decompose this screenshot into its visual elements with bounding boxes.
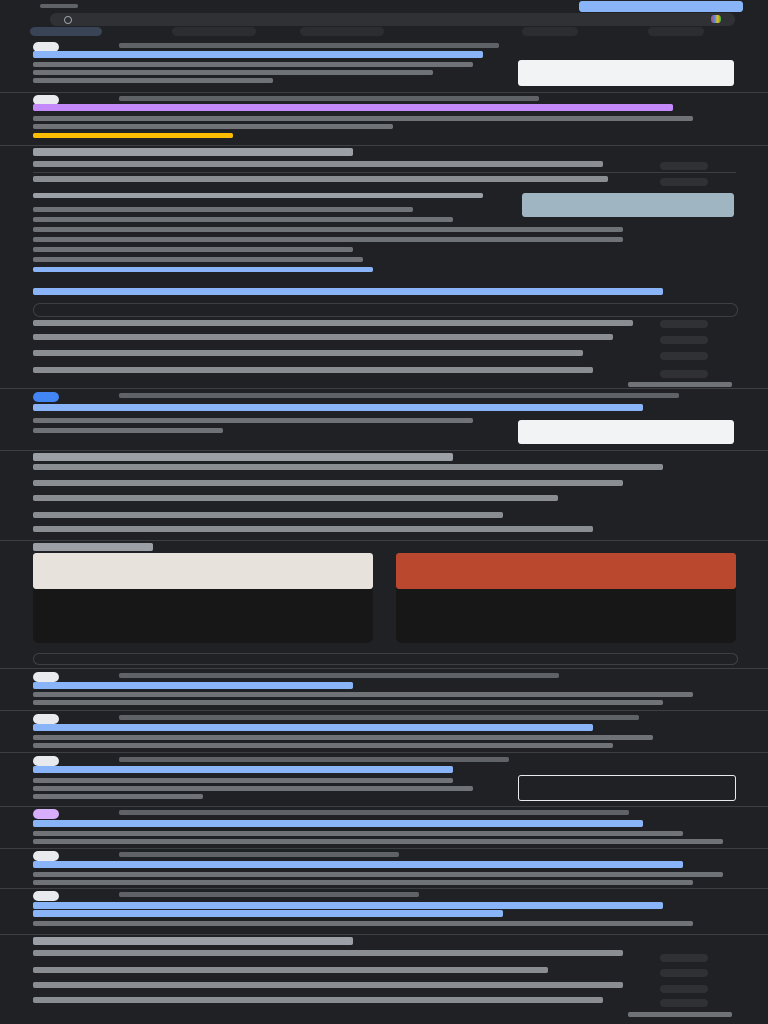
chevron-down-icon[interactable] xyxy=(660,985,708,993)
tab-books[interactable] xyxy=(648,27,704,36)
search-tabs xyxy=(30,26,740,38)
result-title[interactable] xyxy=(33,820,643,827)
answer-list-item xyxy=(33,247,353,252)
result-thumbnail[interactable] xyxy=(518,420,734,444)
answer-more-link[interactable] xyxy=(33,267,373,272)
result-snippet xyxy=(33,62,473,67)
people-also-ask-heading xyxy=(33,937,353,945)
search-icon[interactable] xyxy=(64,16,72,24)
tab-all[interactable] xyxy=(30,27,102,36)
site-favicon xyxy=(33,891,59,901)
result-snippet-line xyxy=(33,124,393,129)
site-favicon xyxy=(33,714,59,724)
star-rating xyxy=(33,133,233,138)
paa-question[interactable] xyxy=(33,161,603,167)
paa-question[interactable] xyxy=(33,350,583,356)
top-bar xyxy=(0,0,768,38)
paa-question[interactable] xyxy=(33,982,623,988)
image-thumbnail[interactable] xyxy=(396,553,736,589)
answer-list-item xyxy=(33,207,413,212)
result-title[interactable] xyxy=(33,902,663,909)
google-logo[interactable] xyxy=(290,0,470,12)
result-snippet xyxy=(33,921,693,926)
tab-videos[interactable] xyxy=(522,27,578,36)
result-title[interactable] xyxy=(33,724,593,731)
result-snippet xyxy=(33,831,683,836)
site-favicon xyxy=(33,851,59,861)
image-thumbnail[interactable] xyxy=(33,553,373,589)
result-snippet-line xyxy=(33,743,613,748)
result-snippet-line xyxy=(33,794,203,799)
paa-question[interactable] xyxy=(33,997,603,1003)
result-title[interactable] xyxy=(33,861,683,868)
answer-list-item xyxy=(33,257,363,262)
answer-image[interactable] xyxy=(522,193,734,217)
result-snippet-line xyxy=(33,70,433,75)
search-result[interactable] xyxy=(33,714,736,750)
answer-title xyxy=(33,193,483,198)
related-search[interactable] xyxy=(33,512,503,518)
result-snippet-line xyxy=(33,78,273,83)
search-result[interactable] xyxy=(33,95,736,143)
chevron-up-icon[interactable] xyxy=(660,178,708,186)
result-source[interactable] xyxy=(119,757,509,762)
feedback-link[interactable] xyxy=(628,382,732,387)
more-results-button[interactable] xyxy=(33,303,738,317)
answer-list-item xyxy=(33,237,623,242)
result-title[interactable] xyxy=(33,51,483,58)
chevron-down-icon[interactable] xyxy=(660,320,708,328)
answer-source-link[interactable] xyxy=(33,288,663,295)
result-title[interactable] xyxy=(33,104,673,111)
related-search[interactable] xyxy=(33,480,623,486)
lens-icon[interactable] xyxy=(711,15,721,23)
search-result[interactable] xyxy=(33,891,736,933)
result-thumbnail[interactable] xyxy=(518,60,734,86)
result-source[interactable] xyxy=(119,810,629,815)
result-snippet xyxy=(33,418,473,423)
chevron-down-icon[interactable] xyxy=(660,954,708,962)
result-source[interactable] xyxy=(119,43,499,48)
site-favicon xyxy=(33,756,59,766)
chevron-down-icon[interactable] xyxy=(660,370,708,378)
paa-answer xyxy=(33,193,736,283)
result-source[interactable] xyxy=(119,715,639,720)
related-search[interactable] xyxy=(33,495,558,501)
result-snippet xyxy=(33,872,723,877)
result-source[interactable] xyxy=(119,892,419,897)
chevron-down-icon[interactable] xyxy=(660,999,708,1007)
result-source[interactable] xyxy=(119,393,679,398)
feedback-link[interactable] xyxy=(628,1012,732,1017)
result-snippet-line xyxy=(33,700,663,705)
result-title-line[interactable] xyxy=(33,910,503,917)
result-snippet xyxy=(33,692,693,697)
site-favicon xyxy=(33,809,59,819)
image-card[interactable] xyxy=(33,553,373,643)
search-result[interactable] xyxy=(33,809,736,845)
result-source[interactable] xyxy=(119,96,539,101)
sign-in-button[interactable] xyxy=(579,1,743,12)
chevron-down-icon[interactable] xyxy=(660,969,708,977)
chevron-down-icon[interactable] xyxy=(660,336,708,344)
people-also-ask-heading xyxy=(33,148,353,156)
related-search[interactable] xyxy=(33,526,593,532)
result-title[interactable] xyxy=(33,404,643,411)
result-source[interactable] xyxy=(119,852,399,857)
result-title[interactable] xyxy=(33,766,453,773)
result-snippet xyxy=(33,116,693,121)
image-card[interactable] xyxy=(396,553,736,643)
paa-question[interactable] xyxy=(33,967,548,973)
paa-question[interactable] xyxy=(33,367,593,373)
menu-icon[interactable] xyxy=(40,4,78,8)
result-snippet-line xyxy=(33,880,693,885)
site-favicon xyxy=(33,392,59,402)
chevron-down-icon[interactable] xyxy=(660,162,708,170)
search-result[interactable] xyxy=(33,392,736,444)
paa-question[interactable] xyxy=(33,320,633,326)
related-search[interactable] xyxy=(33,464,663,470)
tab-images[interactable] xyxy=(172,27,256,36)
paa-question[interactable] xyxy=(33,334,613,340)
search-input[interactable] xyxy=(50,13,735,26)
paa-question[interactable] xyxy=(33,950,623,956)
answer-list-item xyxy=(33,217,453,222)
chevron-down-icon[interactable] xyxy=(660,352,708,360)
result-snippet xyxy=(33,778,453,783)
result-snippet xyxy=(33,735,653,740)
search-result[interactable] xyxy=(33,756,736,802)
site-favicon xyxy=(33,672,59,682)
tab-short-videos[interactable] xyxy=(300,27,384,36)
result-snippet-line xyxy=(33,786,473,791)
more-images-button[interactable] xyxy=(33,653,738,665)
result-title[interactable] xyxy=(33,682,353,689)
people-also-search-heading xyxy=(33,453,453,461)
result-source[interactable] xyxy=(119,673,559,678)
search-result[interactable] xyxy=(33,851,736,885)
search-result[interactable] xyxy=(33,42,736,90)
paa-question[interactable] xyxy=(33,176,608,182)
result-thumbnail[interactable] xyxy=(518,775,736,801)
result-snippet-line xyxy=(33,839,723,844)
answer-list-item xyxy=(33,227,623,232)
search-result[interactable] xyxy=(33,672,736,708)
images-heading xyxy=(33,543,153,551)
result-snippet-line xyxy=(33,428,223,433)
